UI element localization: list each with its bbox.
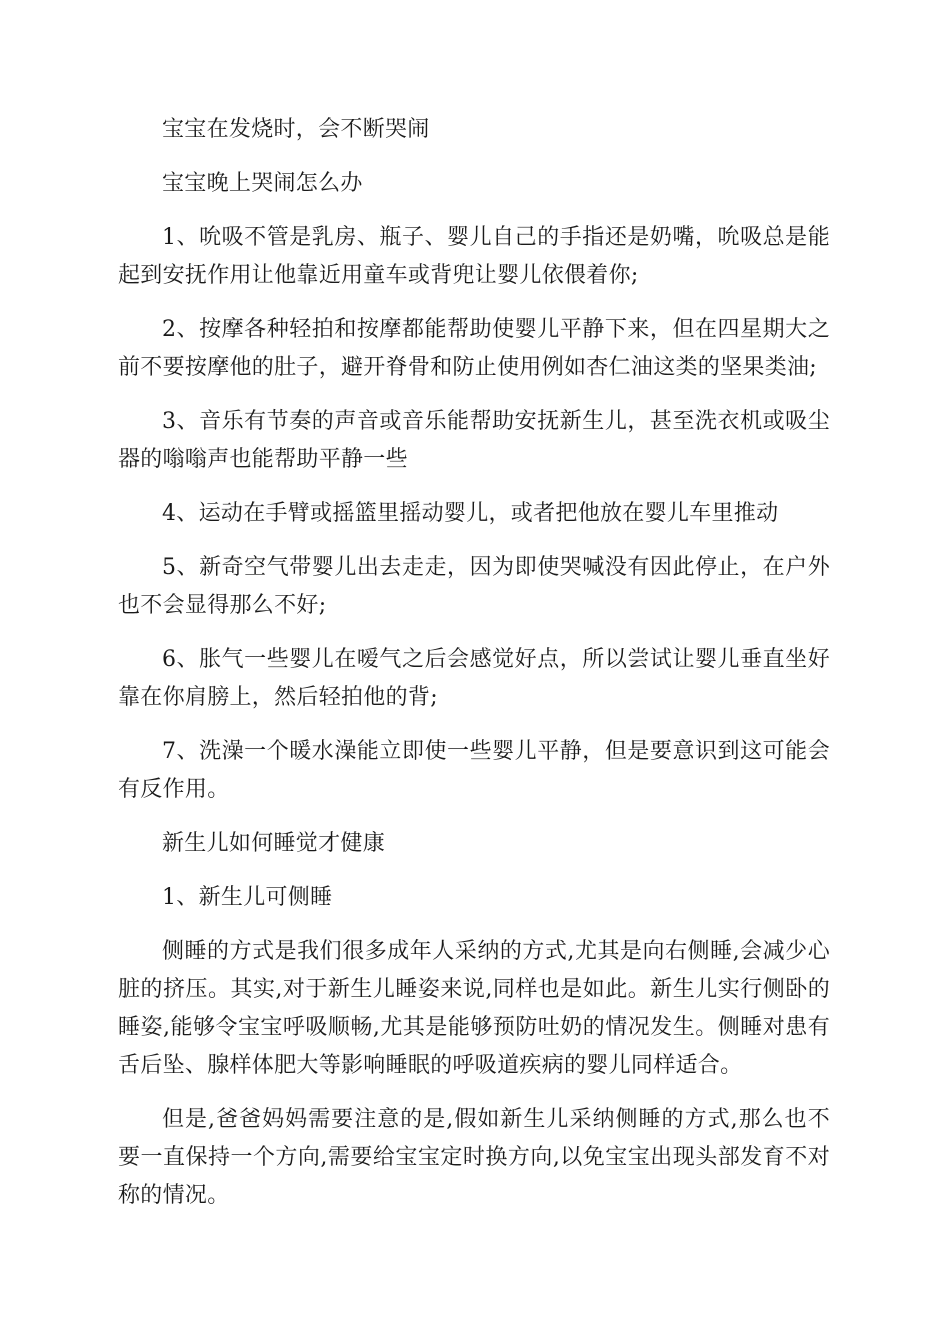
document-body: [118, 111, 830, 1231]
paragraph-side-sleep-benefits: 侧睡的方式是我们很多成年人采纳的方式,尤其是向右侧睡,会减少心脏的挤压。其实,对于新生儿睡姿来说,同样也是如此。新生儿实行侧卧的睡姿,能够令宝宝呼吸顺畅,尤其是能够预防吐奶的情况发生。侧睡对患有舌后坠、腺样体肥大等影响睡眠的呼吸道疾病的婴儿同样适合。: [118, 939, 830, 1078]
list-item-massage: 2、按摩各种轻拍和按摩都能帮助使婴儿平静下来，但在四星期大之前不要按摩他的肚子，避开脊骨和防止使用例如杏仁油这类的坚果类油;: [118, 317, 830, 380]
list-item-sucking: 1、吮吸不管是乳房、瓶子、婴儿自己的手指还是奶嘴，吮吸总是能起到安抚作用让他靠近用童车或背兜让婴儿依偎着你;: [118, 225, 830, 288]
list-item-music: 3、音乐有节奏的声音或音乐能帮助安抚新生儿，甚至洗衣机或吸尘器的嗡嗡声也能帮助平静一些: [118, 409, 830, 472]
list-item-gas: 6、胀气一些婴儿在嗳气之后会感觉好点，所以尝试让婴儿垂直坐好靠在你肩膀上，然后轻拍他的背;: [118, 647, 830, 710]
subheading-side-sleep: 1、新生儿可侧睡: [162, 885, 333, 910]
heading-healthy-sleep: 新生儿如何睡觉才健康: [162, 831, 386, 856]
list-item-fresh-air: 5、新奇空气带婴儿出去走走，因为即使哭喊没有因此停止，在户外也不会显得那么不好;: [118, 555, 830, 618]
list-item-motion: 4、运动在手臂或摇篮里摇动婴儿，或者把他放在婴儿车里推动: [162, 501, 779, 526]
heading-night-crying: 宝宝晚上哭闹怎么办: [162, 171, 363, 196]
list-item-bath: 7、洗澡一个暖水澡能立即使一些婴儿平静，但是要意识到这可能会有反作用。: [118, 739, 830, 802]
paragraph-side-sleep-caution: 但是,爸爸妈妈需要注意的是,假如新生儿采纳侧睡的方式,那么也不要一直保持一个方向,需要给宝宝定时换方向,以免宝宝出现头部发育不对称的情况。: [118, 1107, 830, 1208]
paragraph-fever-crying: 宝宝在发烧时，会不断哭闹: [162, 117, 430, 142]
